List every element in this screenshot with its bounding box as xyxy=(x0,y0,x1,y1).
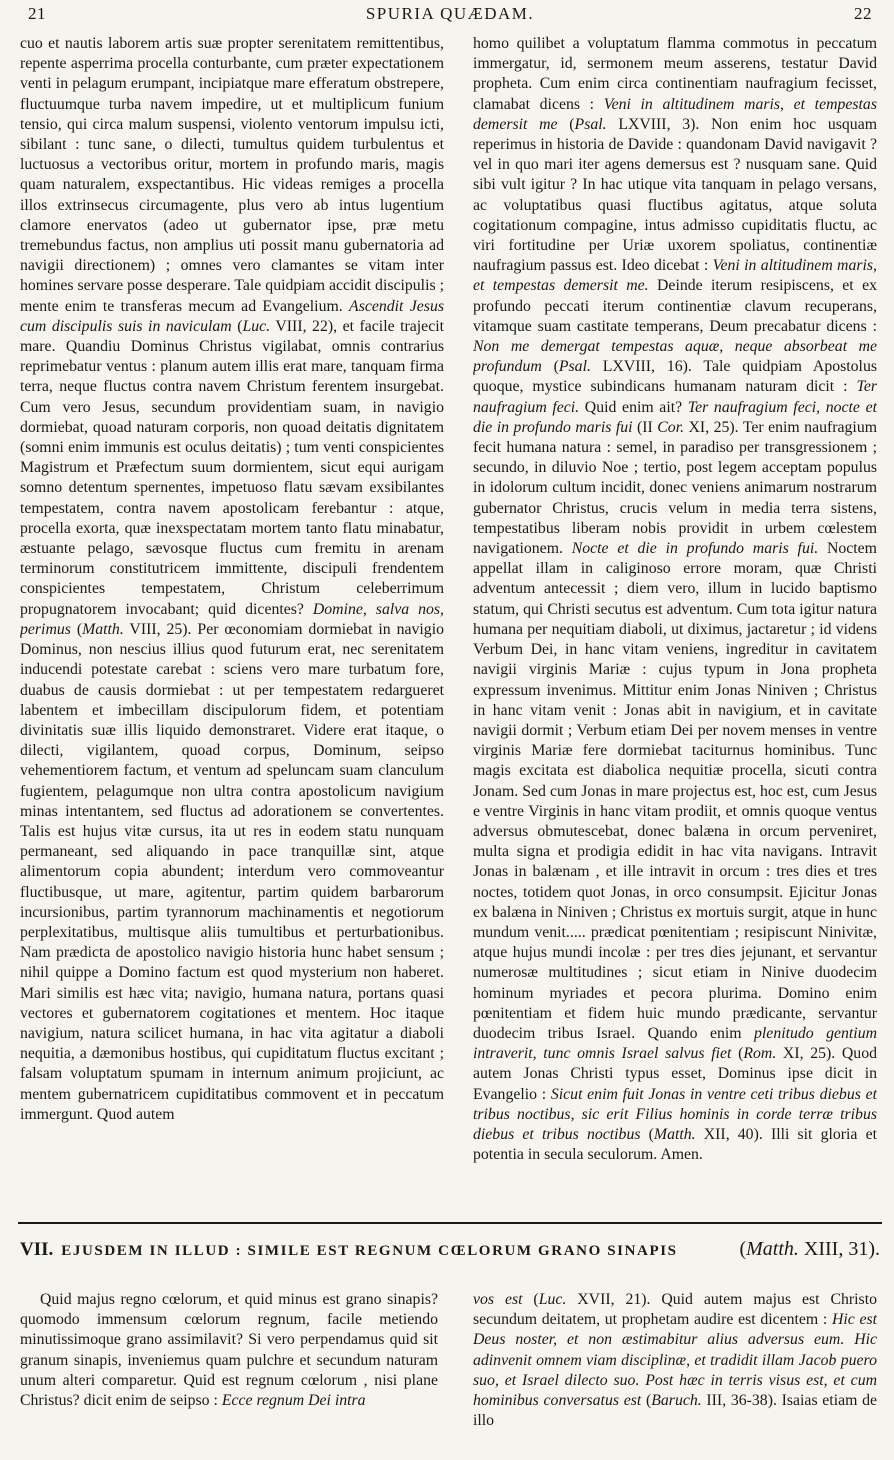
lower-left-paragraph xyxy=(20,1290,438,1411)
section-divider xyxy=(18,1222,882,1224)
text-run: Deinde iterum resipiscens, et ex profundo peccati iterum continentiæ clavum recuperans, vitamque suam castitate temperans, Deum precabatur dicens : xyxy=(473,277,877,335)
text-run: ( xyxy=(641,1392,652,1410)
italic-quotation: Domine, salva nos, perimus xyxy=(20,600,444,638)
citation-book: Matth. xyxy=(746,1238,799,1260)
italic-quotation: Veni in altitudinem maris, et tempestas demersit me. xyxy=(473,257,877,295)
italic-quotation: Baruch. xyxy=(651,1392,702,1410)
text-run: cuo et nautis laborem artis suæ propter serenitatem remittentibus, repente asperrima procella conturbante, cum præter expectationem venti in pelagum erumpant, incipiatque mare efferatum obstrepere, fluctuumque turba navem impedire, ut et multiplicum funium tensio, qui circa malum suspensi, violento ventorum impulsu icti, sibilant : tunc sane, o dilecti, tumultus quidem turbulentus et luctuosus a vectoribus oritur, mortem in profundo maris, magis quam naturalem, exspectantibus. Hic videas remiges a procella illos extrinsecus circumagente, plus vero ab intus lugentium clamore enervatos (adeo ut gubernator ipse, præ metu tremebundus factus, non amplius uti possit manu gubernatoria ad navigii directionem) ; omnes vero clamantes se vitam inter homines servare posse desperare. Tale quidpiam accidit discipulis ; mente enim te transferas mecum ad Evangelium. xyxy=(20,35,444,315)
italic-quotation: plenitudo gentium intraverit, tunc omnis Israel salvus fiet xyxy=(473,1024,877,1063)
lower-right-column xyxy=(473,1290,877,1452)
text-run: VIII, 25). Per œconomiam dormiebat in navigio Dominus, non nescius illius quod futurum erat, nec serenitatem inducendi potestate carebat : sciens vero mare turbatum fore, duabus de causis dormiebat : ut per tempestatem redargueret labentem et imbecillam discipulorum fidem, et potentiam divinitatis suæ illis liquido demonstraret. Videre erat itaque, o dilecti, vigilantem, quoad corpus, Dominum, seipso vehementiorem factum, et ventum ad speluncam suam clanculum fugientem, pelagumque non ultra contra apostolicum navigium minas intentantem, sed fluctus ad adorationem se convertentes. Talis est hujus vitæ cursus, ita ut res in eodem statu nunquam permaneant, sed aliquando in pace tranquillæ sint, atque alimentorum copia abundent; interdum vero commoveantur fluctibusque, ut mare, agitentur, partim quidem barbarorum incursionibus, partim tyrannorum machinamentis et negotiorum perplexitatibus, multisque aliis tumultibus et perturbationibus. Nam prædicta de apostolico navigio historia hunc habet sensum ; nihil quippe a Domino factum est quod mysterium non haberet. Mari similis est hæc vita; navigio, humana natura, portans quasi vectores et gubernatorem cogitationes et mentem. Hoc itaque navigium, natura scilicet humana, in hac vita agitatur a diaboli nequitia, a dæmonibus hostibus, qui cupiditatum fluctus excitant ; falsam voluptatum spumam in internum animum projiciunt, ac mentem gubernatricem cupiditatibus commovent et in peccatum immergunt. Quod autem xyxy=(20,620,444,1123)
italic-quotation: Ter naufragium feci, nocte et die in profundo maris fui xyxy=(473,398,877,436)
italic-quotation: Hic est Deus noster, et non æstimabitur alius adversus eum. Hic adinvenit omnem viam disciplinæ, et tradidit illam Jacob puero suo, et Israel dilecto suo. Post hæc in terris visus est, et cum hominibus conversatus est xyxy=(473,1311,877,1410)
text-run: homo quilibet a voluptatum flamma commotus in peccatum immergatur, id, sermonem meum asserens, testatur David propheta. Cum enim circa continentiam naufragium fecisset, clamabat dicens : xyxy=(473,35,877,113)
italic-quotation: Ascendit Jesus cum discipulis suis in naviculam xyxy=(20,297,444,335)
text-run: ( xyxy=(731,1045,744,1063)
text-run: (II xyxy=(632,418,658,436)
italic-quotation: Non me demergat tempestas aquæ, neque absorbeat me profundum xyxy=(473,338,877,376)
italic-quotation: Luc. xyxy=(538,1291,567,1308)
section-title: EJUSDEM IN ILLUD : SIMILE EST REGNUM CŒLORUM GRANO SINAPIS xyxy=(61,1243,678,1259)
citation-ref: XIII, 31). xyxy=(798,1238,880,1260)
italic-quotation: Matth. xyxy=(82,620,124,638)
italic-quotation: vos est xyxy=(473,1291,523,1308)
page-number-right: 22 xyxy=(854,4,872,23)
right-paragraph xyxy=(473,34,877,1165)
italic-quotation: Sicut enim fuit Jonas in ventre ceti tribus diebus et tribus noctibus, sic erit Filius hominis in corde terræ tribus diebus et tribus noctibus xyxy=(473,1085,877,1143)
italic-quotation: Matth. xyxy=(653,1125,696,1143)
italic-quotation: Nocte et die in profundo maris fui. xyxy=(571,540,819,558)
text-run: ( xyxy=(541,358,559,376)
text-run: VIII, 22), et facile trajecit mare. Quandiu Dominus Christus vigilabat, omnis contrarius reprimebatur ventus : planum autem illis erat mare, tanquam firma terra, neque fluctus contra navem Christum ferentem insurgebat. Cum vero Jesus, secundum providentiam suam, in navigio dormiebat, quoad naturam corporis, non quoad deitatis dignitatem (somni enim immunis est oculus deitatis) ; tum venti conspicientes Magistrum et Præfectum suum dormientem, sicut equi aurigam somno detentum spernentes, impetuoso flatu sævam exsibilantes tempestatem, contra navem apostolicam ferebantur : atque, procella exorta, quæ inexspectatam mortem tanto flatu minabatur, æstuante pelago, sævosque fluctus cum fremitu in arenam terminorum constitutricem immittente, discipuli frendentem conspicientes tempestatem, Christum celeberrimum propugnatorem invocabant; quid dicentes? xyxy=(20,317,444,618)
section-number: VII. xyxy=(20,1239,54,1260)
left-text-column xyxy=(20,34,444,1220)
text-run: Quid majus regno cœlorum, et quid minus est grano sinapis? quomodo immensum cœlorum regnum, facile metiendo minutissimoque grano assimilavit? Si vero perpendamus quid sit granum sinapis, inveniemus quam pulchre et secundum naturam unum alteri comparetur. Quid est regnum cœlorum , nisi plane Christus? dicit enim de seipso : xyxy=(20,1291,438,1410)
text-run: ( xyxy=(231,317,243,335)
text-run: XI, 25). Ter enim naufragium fecit humana natura : semel, in paradiso per transgressionem ; secundo, in diluvio Noe ; tertio, post legem acceptam populus in idolorum cultum incidit, donec veniens animarum nostrarum gubernator Christus, crucis velum in media terra sistens, tempestatibus liberam nobis providit in urbem cœlestem navigationem. xyxy=(473,418,877,558)
text-run: ( xyxy=(557,115,575,133)
text-run: Noctem appellat illam in caliginoso errore moram, quæ Christi adventum antecessit ; diem vero, illum in lucido baptismo statum, qui Christi secutus est adventum. Cum tota igitur natura humana per nequitiam diaboli, ut diximus, jactaretur ; id videns Verbum Dei, in hanc vitam veniens, ingreditur in cavitatem navigii virginis Mariæ : cujus typum in Jona propheta expressum invenimus. Mittitur enim Jonas Niniven ; Christus in hanc vitam venit : Jonas abit in navigium, et in cavitate navigii dormit ; Verbum etiam Dei per novem menses in ventre virginis Mariæ fere dormiebat taciturnus hominibus. Tunc magis excitata est diabolica nequitiæ procella, sicuti contra Jonam. Sed cum Jonas in mare projectus est, hoc est, cum Jesus e ventre Virginis in hanc vitam prodiit, et omnis quoque ventus adversus obmutescebat, donec balæna in orcum perveniret, multa signa et prodigia edidit in hac vita navigans. Intravit Jonas in balænam , et ille intravit in orcum : tres dies et tres noctes, totidem quot Jonas, in orco consumpsit. Ejicitur Jonas ex balæna in Niniven ; Christus ex mortuis surgit, atque in hunc mundum venit..... prædicat pœnitentiam ; resipiscunt Ninivitæ, atque hujus mundi incolæ : per tres dies jejunant, et servantur numerosæ multitudines ; sicut etiam in Ninive duodecim hominum myriades et pecora plurima. Domino enim pœnitentiam et fidem huic mundo prædicante, servantur duodecim tribus Israel. Quando enim xyxy=(473,540,877,1042)
lower-left-column xyxy=(20,1290,438,1452)
text-run: XVII, 21). Quid autem majus est Christo secundum deitatem, ut prophetam audire est dicentem : xyxy=(473,1291,877,1329)
text-run: III, 36-38). Isaias etiam de illo xyxy=(473,1392,877,1430)
section-heading xyxy=(20,1238,880,1268)
italic-quotation: Veni in altitudinem maris, et tempestas demersit me xyxy=(473,95,877,133)
italic-quotation: Psal. xyxy=(558,358,591,376)
right-text-column xyxy=(473,34,877,1220)
citation-open: ( xyxy=(739,1238,747,1260)
running-title: SPURIA QUÆDAM. xyxy=(365,4,535,23)
italic-quotation: Psal. xyxy=(574,115,607,133)
text-run: ( xyxy=(640,1125,654,1143)
text-run: ( xyxy=(70,620,83,638)
text-run: LXVIII, 3). Non enim hoc usquam reperimus in historia de Davide : quandonam David navigavit ? vel in quo mari iter agens demersus est ? nusquam sane. Quid sibi vult igitur ? In hac utique vita tanquam in pelago versans, ac voluptatibus quasi fluctibus agitatus, atque soluta cogitationum compagine, intus admisso cupiditatis fluctu, ac viri fortitudine per Uriæ uxorem spoliatus, continentiæ naufragium passus est. Ideo dicebat : xyxy=(473,115,877,275)
text-run: LXVIII, 16). Tale quidpiam Apostolus quoque, mystice subindicans humanam naturam dicit : xyxy=(473,358,877,396)
lower-right-paragraph xyxy=(473,1290,877,1431)
italic-quotation: Ecce regnum Dei intra xyxy=(221,1392,366,1410)
italic-quotation: Rom. xyxy=(743,1045,777,1063)
section-citation xyxy=(739,1238,880,1261)
left-paragraph xyxy=(20,34,444,1125)
text-run: XII, 40). Illi sit gloria et potentia in secula seculorum. Amen. xyxy=(473,1125,877,1164)
text-run: ( xyxy=(522,1291,539,1308)
page-header xyxy=(28,4,872,26)
page-number-left: 21 xyxy=(28,4,46,23)
text-run: Quid enim ait? xyxy=(579,398,688,416)
italic-quotation: Cor. xyxy=(657,418,685,436)
text-run: XI, 25). Quod autem Jonas Christi typus esset, Dominus ipse dicit in Evangelio : xyxy=(473,1045,877,1103)
italic-quotation: Ter naufragium feci. xyxy=(473,378,877,416)
italic-quotation: Luc. xyxy=(242,317,271,335)
